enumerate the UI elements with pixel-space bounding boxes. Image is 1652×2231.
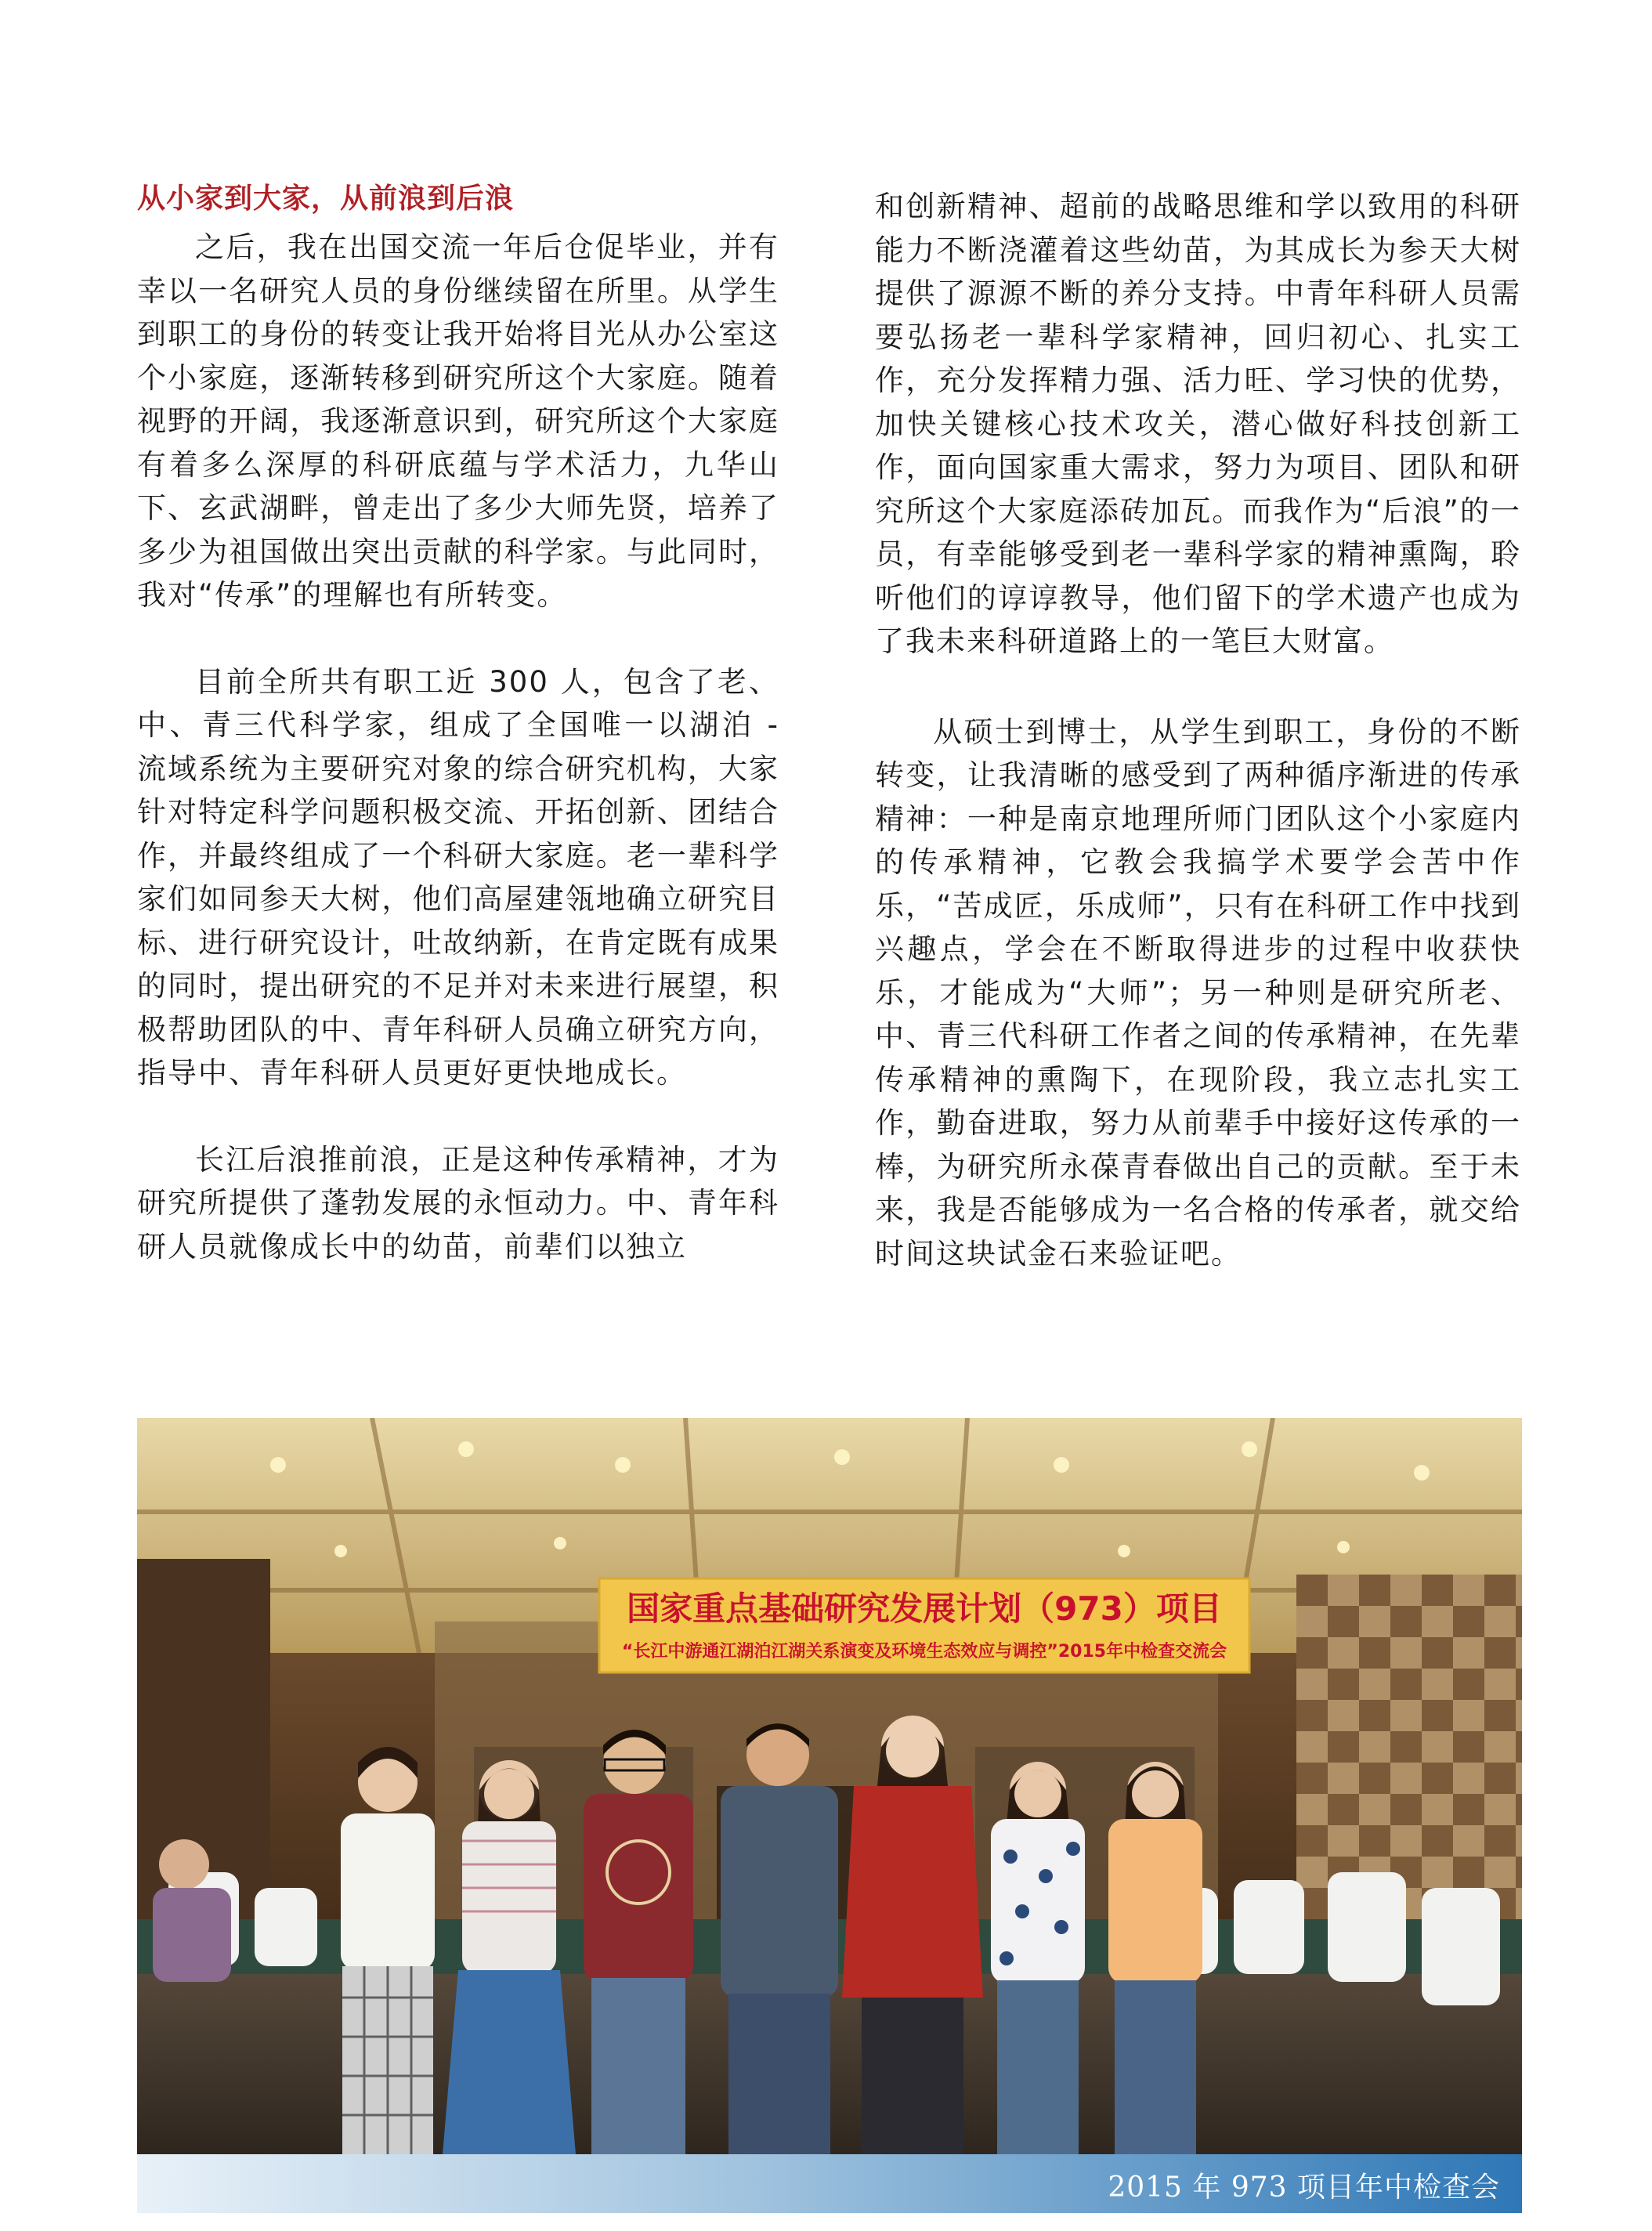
section-heading: 从小家到大家，从前浪到后浪 xyxy=(137,183,515,215)
left-column xyxy=(137,182,779,1268)
left-paragraph-2: 目前全所共有职工近 300 人，包含了老、中、青三代科学家，组成了全国唯一以湖泊 - 流域系统为主要研究对象的综合研究机构，大家针对特定科学问题积极交流、开拓创新、团结合作，并最终组成了一个科研大家庭。老一辈科学家们如同参天大树，他们高屋建瓴地确立研究目标、进行研究设计，吐故纳新，在肯定既有成果的同时，提出研究的不足并对未来进行展望，积极帮助团队的中、青年科研人员确立研究方向，指导中、青年科研人员更好更快地成长。 xyxy=(137,664,779,1090)
left-paragraph-3: 长江后浪推前浪，正是这种传承精神，才为研究所提供了蓬勃发展的永恒动力。中、青年科研人员就像成长中的幼苗，前辈们以独立 xyxy=(137,1142,779,1264)
banner-line-2: “长江中游通江湖泊江湖关系演变及环境生态效应与调控”2015年中检查交流会 xyxy=(621,1642,1227,1661)
right-column xyxy=(875,185,1521,1275)
banner-line-1: 国家重点基础研究发展计划（973）项目 xyxy=(627,1589,1222,1628)
right-paragraph-1: 和创新精神、超前的战略思维和学以致用的科研能力不断浇灌着这些幼苗，为其成长为参天大树提供了源源不断的养分支持。中青年科研人员需要弘扬老一辈科学家精神，回归初心、扎实工作，充分发挥精力强、活力旺、学习快的优势，加快关键核心技术攻关，潜心做好科技创新工作，面向国家重大需求，努力为项目、团队和研究所这个大家庭添砖加瓦。而我作为“后浪”的一员，有幸能够受到老一辈科学家的精神熏陶，聆听他们的谆谆教导，他们留下的学术遗产也成为了我未来科研道路上的一笔巨大财富。 xyxy=(875,190,1521,658)
group-photo xyxy=(137,1418,1522,2154)
right-paragraph-2: 从硕士到博士，从学生到职工，身份的不断转变，让我清晰的感受到了两种循序渐进的传承精神：一种是南京地理所师门团队这个小家庭内的传承精神，它教会我搞学术要学会苦中作乐，“苦成匠，乐成师”，只有在科研工作中找到兴趣点，学会在不断取得进步的过程中收获快乐，才能成为“大师”；另一种则是研究所老、中、青三代科研工作者之间的传承精神，在先辈传承精神的熏陶下，在现阶段，我立志扎实工作，勤奋进取，努力从前辈手中接好这传承的一棒，为研究所永葆青春做出自己的贡献。至于未来，我是否能够成为一名合格的传承者，就交给时间这块试金石来验证吧。 xyxy=(875,714,1521,1271)
photo-caption: 2015 年 973 项目年中检查会 xyxy=(1108,2171,1500,2204)
photo-caption-bar xyxy=(137,2154,1522,2213)
left-paragraph-1: 之后，我在出国交流一年后仓促毕业，并有幸以一名研究人员的身份继续留在所里。从学生到职工的身份的转变让我开始将目光从办公室这个小家庭，逐渐转移到研究所这个大家庭。随着视野的开阔，我逐渐意识到，研究所这个大家庭有着多么深厚的科研底蕴与学术活力，九华山下、玄武湖畔，曾走出了多少大师先贤，培养了多少为祖国做出突出贡献的科学家。与此同时，我对“传承”的理解也有所转变。 xyxy=(137,230,779,612)
